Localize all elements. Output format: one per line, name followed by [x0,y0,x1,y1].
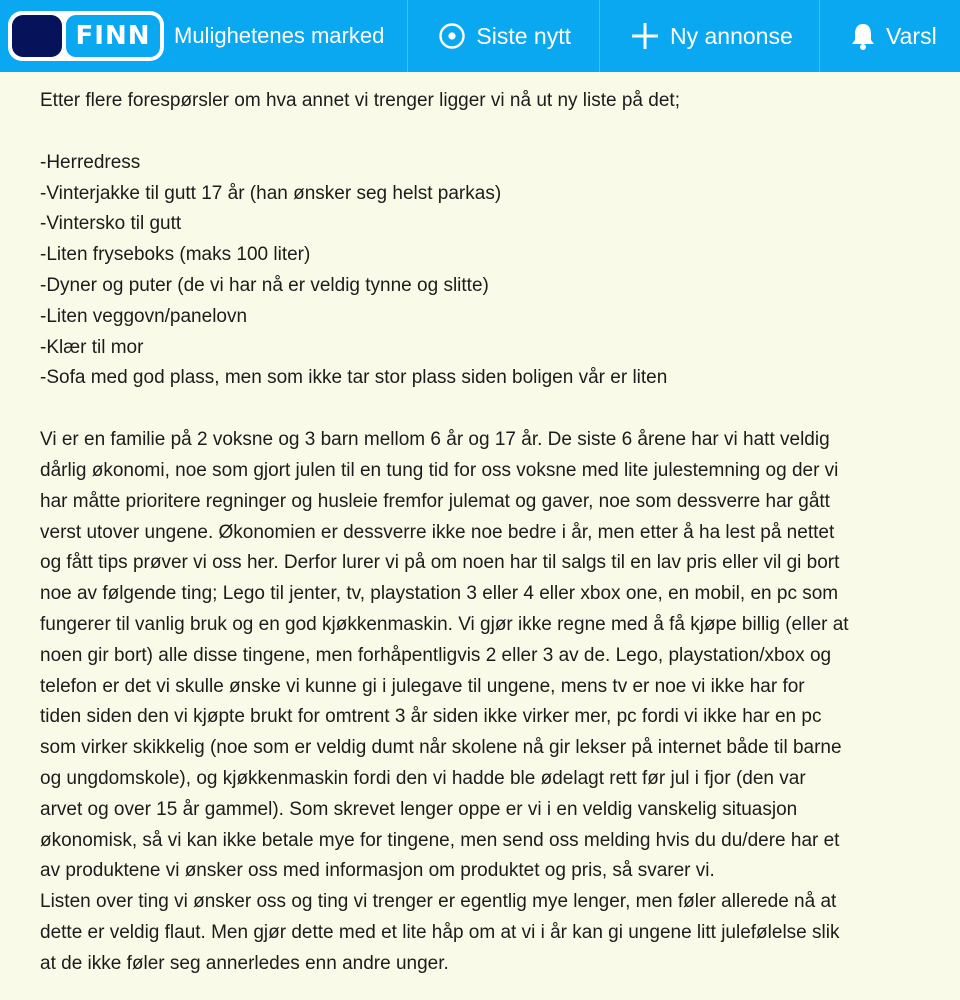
story-line: som virker skikkelig (noe som er veldig dumt når skolene nå gir lekser på internet både til barne [40,737,842,759]
list-item: -Dyner og puter (de vi har nå er veldig tynne og slitte) [40,274,489,296]
top-navigation-bar [0,0,960,72]
bell-icon [850,22,876,50]
nav-siste-nytt[interactable] [408,0,600,72]
story-line: noe av følgende ting; Lego til jenter, tv, playstation 3 eller 4 eller xbox one, en mobil, en pc som [40,583,839,605]
list-item: -Klær til mor [40,336,144,358]
plus-icon [630,21,660,51]
site-slogan: Mulighetenes marked [164,0,408,72]
ad-description [40,86,940,980]
story-line: arvet og over 15 år gammel). Som skrevet lenger oppe er vi i en veldig vanskelig situasjon [40,798,798,820]
logo-word-block [66,15,160,57]
nav-siste-nytt-label: Siste nytt [476,22,571,49]
story-line: fungerer til vanlig bruk og en god kjøkkenmaskin. Vi gjør ikke regne med å få kjøpe billig (eller at [40,613,849,635]
nav-ny-annonse-label: Ny annonse [670,22,793,49]
story-line: og ungdomskole), og kjøkkenmaskin fordi den vi hadde ble ødelagt rett før jul i fjor (den var [40,767,806,789]
wish-list [40,148,940,394]
story-line: dårlig økonomi, noe som gjort julen til en tung tid for oss voksne med lite julestemning og der vi [40,459,839,481]
target-icon [438,22,466,50]
logo-text: FINN [75,21,151,51]
story-line: Listen over ting vi ønsker oss og ting vi trenger er egentlig mye lenger, men føler allerede nå at [40,891,837,913]
list-item: -Sofa med god plass, men som ikke tar stor plass siden boligen vår er liten [40,367,668,389]
story-line: av produktene vi ønsker oss med informasjon om produktet og pris, så svarer vi. [40,860,715,882]
nav-varslinger-label: Varsl [886,22,937,49]
logo-link[interactable] [0,0,164,72]
list-item: -Herredress [40,151,141,173]
nav-varslinger[interactable] [820,0,960,72]
nav-ny-annonse[interactable] [600,0,820,72]
story-line: og fått tips prøver vi oss her. Derfor lurer vi på om noen har til salgs til en lav pris eller vil gi bort [40,552,840,574]
list-item: -Vinterjakke til gutt 17 år (han ønsker seg helst parkas) [40,182,502,204]
logo-dark-block [12,15,62,57]
story-line: tiden siden den vi kjøpte brukt for omtrent 3 år siden ikke virker mer, pc fordi vi ikke har en pc [40,706,822,728]
story-line: verst utover ungene. Økonomien er dessverre ikke noe bedre i år, men etter å ha lest på nettet [40,521,835,543]
story-line: at de ikke føler seg annerledes enn andre unger. [40,952,449,974]
story-line: har måtte prioritere regninger og husleie fremfor julemat og gaver, noe som dessverre har gått [40,490,830,512]
intro-text: Etter flere forespørsler om hva annet vi trenger ligger vi nå ut ny liste på det; [40,90,680,111]
story-line: dette er veldig flaut. Men gjør dette med et lite håp om at vi i år kan gi ungene litt julefølelse slik [40,921,840,943]
finn-logo [8,11,164,61]
story-line: telefon er det vi skulle ønske vi kunne gi i julegave til ungene, mens tv er noe vi ikke har for [40,675,805,697]
list-item: -Liten veggovn/panelovn [40,305,248,327]
story-line: økonomisk, så vi kan ikke betale mye for tingene, men send oss melding hvis du du/dere har et [40,829,840,851]
story-line: Vi er en familie på 2 voksne og 3 barn mellom 6 år og 17 år. De siste 6 årene har vi hatt veldig [40,429,830,451]
story-paragraph [40,425,940,979]
story-line: noen gir bort) alle disse tingene, men forhåpentligvis 2 eller 3 av de. Lego, playstation/xbox og [40,644,832,666]
list-item: -Liten fryseboks (maks 100 liter) [40,244,311,266]
list-item: -Vintersko til gutt [40,213,182,235]
